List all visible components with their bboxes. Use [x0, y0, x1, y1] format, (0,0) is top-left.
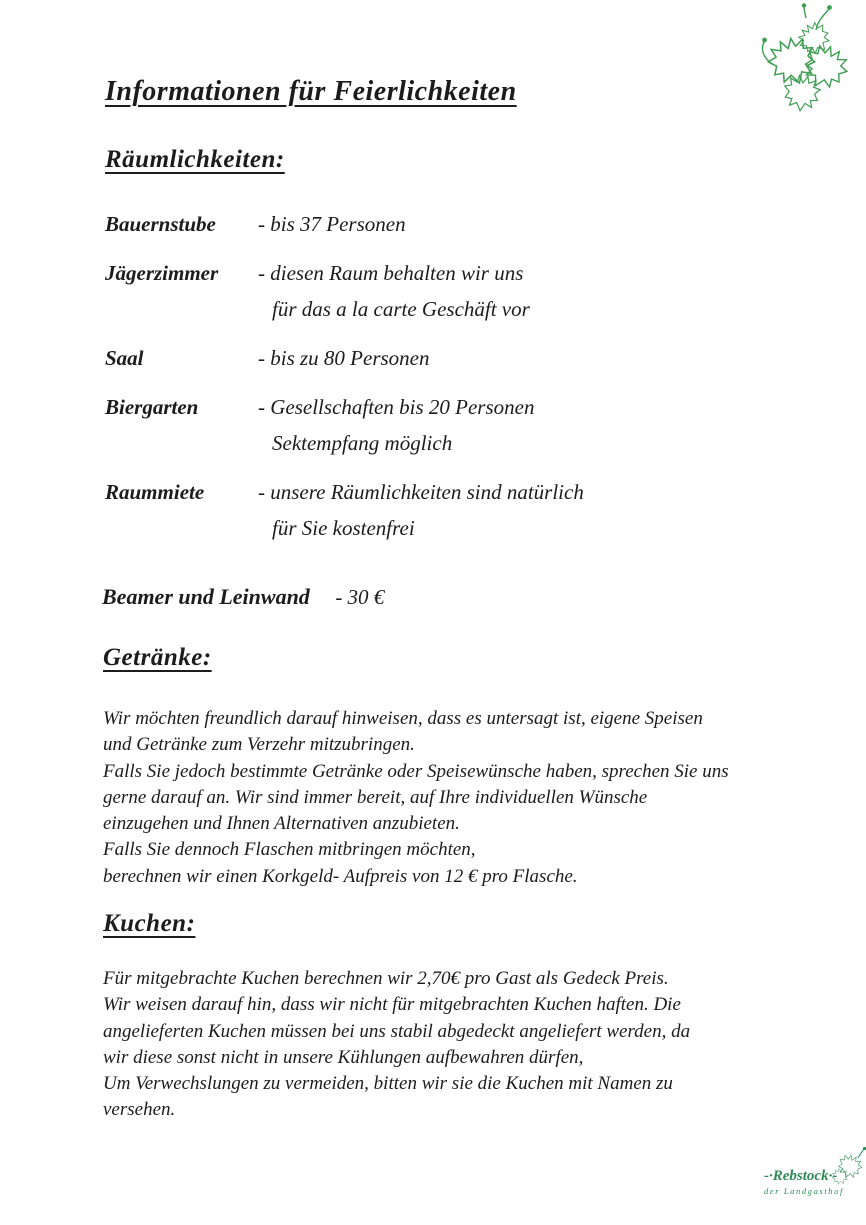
paragraph-line: versehen. — [103, 1099, 176, 1121]
paragraph-line: angelieferten Kuchen müssen bei uns stabil abgedeckt angeliefert werden, da — [103, 1020, 691, 1042]
getraenke-paragraph — [103, 706, 783, 890]
room-description-line: - unsere Räumlichkeiten sind natürlich — [258, 480, 584, 504]
room-label: Raummiete — [105, 480, 205, 504]
beamer-line — [102, 580, 384, 614]
paragraph-line: Für mitgebrachte Kuchen berechnen wir 2,70€ pro Gast als Gedeck Preis. — [103, 968, 669, 989]
room-description-line: für das a la carte Geschäft vor — [272, 297, 530, 321]
room-description — [258, 340, 430, 376]
room-label: Jägerzimmer — [105, 261, 219, 285]
room-row-saal — [105, 340, 584, 376]
kuchen-paragraph — [103, 966, 783, 1124]
room-row-jaegerzimmer — [105, 255, 584, 327]
paragraph-line: und Getränke zum Verzehr mitzubringen. — [103, 734, 415, 756]
room-description — [258, 255, 530, 327]
logo-subtitle: der Landgasthof — [764, 1186, 844, 1196]
beamer-label: Beamer und Leinwand — [102, 584, 310, 609]
room-description — [258, 474, 584, 546]
room-description-line: - bis zu 80 Personen — [258, 346, 430, 370]
paragraph-line: Um Verwechslungen zu vermeiden, bitten wir sie die Kuchen mit Namen zu — [103, 1073, 673, 1095]
room-description-line: - bis 37 Personen — [258, 212, 406, 236]
paragraph-line: berechnen wir einen Korkgeld- Aufpreis von 12 € pro Flasche. — [103, 865, 578, 887]
section-heading-kuchen: Kuchen: — [103, 910, 196, 937]
room-row-bauernstube — [105, 206, 584, 242]
room-description-line: für Sie kostenfrei — [272, 516, 415, 540]
grapevine-leaves-icon — [748, 2, 860, 116]
room-description-line: Sektempfang möglich — [272, 431, 453, 455]
paragraph-line: Wir möchten freundlich darauf hinweisen, dass es untersagt ist, eigene Speisen — [103, 708, 703, 729]
paragraph-line: wir diese sonst nicht in unsere Kühlungen aufbewahren dürfen, — [103, 1046, 584, 1068]
section-heading-getraenke: Getränke: — [103, 644, 212, 671]
room-description — [258, 206, 406, 242]
room-label: Saal — [105, 346, 144, 370]
paragraph-line: Falls Sie dennoch Flaschen mitbringen möchten, — [103, 839, 476, 861]
room-row-biergarten — [105, 389, 584, 461]
rooms-list — [105, 206, 584, 546]
room-row-raummiete — [105, 474, 584, 546]
room-description-line: - diesen Raum behalten wir uns — [258, 261, 524, 285]
rebstock-logo — [764, 1168, 860, 1196]
room-label: Bauernstube — [105, 212, 216, 236]
paragraph-line: gerne darauf an. Wir sind immer bereit, auf Ihre individuellen Wünsche — [103, 786, 648, 808]
beamer-price: - 30 € — [335, 585, 385, 609]
paragraph-line: Wir weisen darauf hin, dass wir nicht für mitgebrachten Kuchen haften. Die — [103, 994, 681, 1016]
room-description — [258, 389, 534, 461]
room-label: Biergarten — [105, 395, 199, 419]
section-heading-raeumlichkeiten: Räumlichkeiten: — [105, 146, 285, 173]
page-title: Informationen für Feierlichkeiten — [105, 76, 517, 107]
logo-name: -·Rebstock·- — [764, 1168, 838, 1184]
paragraph-line: einzugehen und Ihnen Alternativen anzubieten. — [103, 813, 460, 835]
room-description-line: - Gesellschaften bis 20 Personen — [258, 395, 535, 419]
paragraph-line: Falls Sie jedoch bestimmte Getränke oder Speisewünsche haben, sprechen Sie uns — [103, 760, 729, 782]
